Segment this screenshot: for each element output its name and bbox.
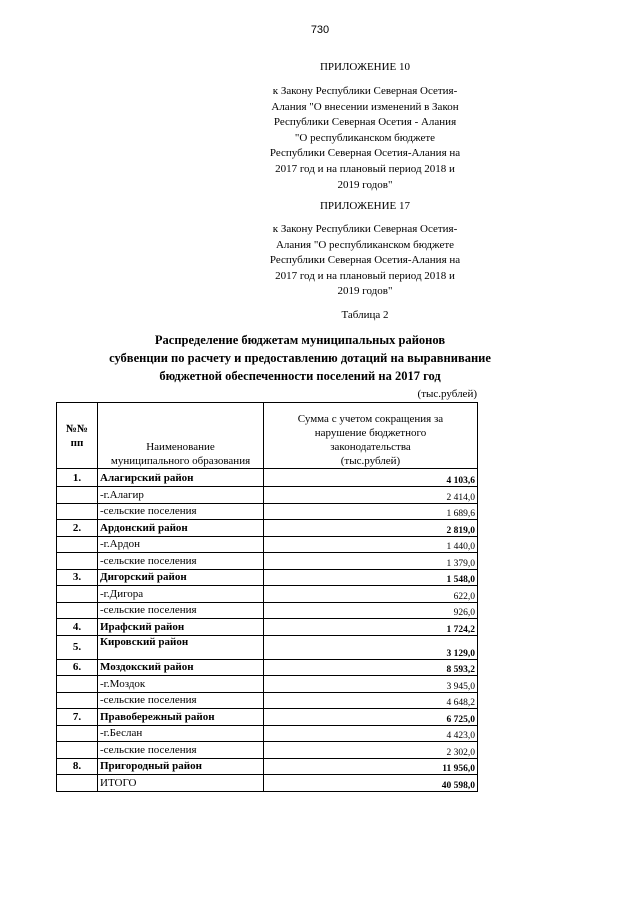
header-num-line: №№: [65, 422, 89, 435]
row-name: Дигорский район: [98, 569, 264, 586]
row-sum: 40 598,0: [264, 775, 478, 792]
row-name: Моздокский район: [98, 659, 264, 676]
row-number: 2.: [57, 520, 98, 537]
row-number: [57, 742, 98, 759]
table-row-district: [57, 635, 478, 659]
header-sum-line: нарушение бюджетного: [314, 427, 427, 439]
page-number: 730: [310, 24, 330, 36]
row-number: 8.: [57, 758, 98, 775]
table-row-district: [57, 619, 478, 636]
row-sum: 1 548,0: [264, 569, 478, 586]
row-sum: 622,0: [264, 586, 478, 603]
table-row-sub: [57, 487, 478, 504]
table-row-sub: [57, 676, 478, 693]
table-row-sub: [57, 692, 478, 709]
row-number: [57, 602, 98, 619]
row-sum: 2 414,0: [264, 487, 478, 504]
row-number: [57, 487, 98, 504]
row-sum: 1 689,6: [264, 503, 478, 520]
row-sum: 2 302,0: [264, 742, 478, 759]
row-number: [57, 725, 98, 742]
appendix-17-line: Алания "О республиканском бюджете: [275, 238, 455, 251]
table-row-sub: [57, 602, 478, 619]
table-row-sub: [57, 725, 478, 742]
table-header-row: [57, 403, 478, 469]
row-sum: 11 956,0: [264, 758, 478, 775]
table-row-district: [57, 469, 478, 487]
row-sum: 3 129,0: [264, 635, 478, 659]
row-name: Пригородный район: [98, 758, 264, 775]
row-number: 4.: [57, 619, 98, 636]
appendix-10-line: Республики Северная Осетия - Алания: [273, 116, 457, 129]
row-name: -г.Алагир: [98, 487, 264, 504]
row-name: -сельские поселения: [98, 692, 264, 709]
table-row-sub: [57, 503, 478, 520]
row-name: -г.Дигора: [98, 586, 264, 603]
row-sum: 1 379,0: [264, 553, 478, 570]
header-name: [98, 403, 264, 469]
header-sum-line: законодательства: [330, 441, 411, 453]
appendix-17-line: 2019 годов": [337, 285, 393, 298]
header-num: [57, 403, 98, 469]
header-name-line: Наименование: [146, 441, 215, 453]
table-row-district: [57, 520, 478, 537]
table-row-total: [57, 775, 478, 792]
row-name: Кировский район: [98, 635, 264, 659]
appendix-10-line: 2019 годов": [337, 178, 393, 191]
header-sum-line: (тыс.рублей): [340, 455, 401, 467]
document-heading: [0, 331, 600, 385]
row-name: Правобережный район: [98, 709, 264, 726]
row-name: ИТОГО: [98, 775, 264, 792]
units-label: (тыс.рублей): [417, 388, 477, 400]
row-sum: 1 440,0: [264, 536, 478, 553]
row-name: -г.Беслан: [98, 725, 264, 742]
table-row-district: [57, 758, 478, 775]
row-name: Ирафский район: [98, 619, 264, 636]
appendix-10-line: к Закону Республики Северная Осетия-: [272, 85, 458, 97]
row-number: [57, 553, 98, 570]
header-sum: [264, 403, 478, 469]
row-sum: 6 725,0: [264, 709, 478, 726]
row-number: [57, 503, 98, 520]
table-row-sub: [57, 536, 478, 553]
row-name: -сельские поселения: [98, 553, 264, 570]
heading-line: бюджетной обеспеченности поселений на 2017 год: [159, 369, 441, 383]
table-row-district: [57, 659, 478, 676]
row-sum: 8 593,2: [264, 659, 478, 676]
row-name: Алагирский район: [98, 469, 264, 487]
appendix-17-line: 2017 год и на плановый период 2018 и: [275, 269, 455, 282]
heading-line: Распределение бюджетам муниципальных районов: [154, 333, 446, 347]
appendix-10-text: [250, 84, 480, 193]
table-row-district: [57, 569, 478, 586]
row-sum: 1 724,2: [264, 619, 478, 636]
appendix-10-line: Алания "О внесении изменений в Закон: [271, 100, 459, 113]
header-num-line: пп: [70, 436, 84, 449]
table-row-sub: [57, 742, 478, 759]
heading-line: субвенции по расчету и предоставлению дотаций на выравнивание: [109, 351, 491, 365]
row-number: 1.: [57, 469, 98, 487]
row-sum: 4 103,6: [264, 469, 478, 487]
row-sum: 2 819,0: [264, 520, 478, 537]
appendix-17-line: Республики Северная Осетия-Алания на: [269, 254, 461, 267]
row-number: 7.: [57, 709, 98, 726]
row-number: 6.: [57, 659, 98, 676]
row-number: 5.: [57, 635, 98, 659]
table-row-sub: [57, 553, 478, 570]
appendix-10-line: Республики Северная Осетия-Алания на: [269, 147, 461, 160]
row-name: -г.Ардон: [98, 536, 264, 553]
table-label: Таблица 2: [341, 309, 389, 321]
row-number: [57, 586, 98, 603]
row-number: [57, 692, 98, 709]
row-name: Ардонский район: [98, 520, 264, 537]
row-sum: 3 945,0: [264, 676, 478, 693]
header-sum-line: Сумма с учетом сокращения за: [297, 413, 444, 425]
row-number: 3.: [57, 569, 98, 586]
table-body: [57, 469, 478, 792]
appendix-17-line: к Закону Республики Северная Осетия-: [272, 223, 458, 235]
budget-table: [56, 402, 478, 792]
table-row-district: [57, 709, 478, 726]
appendix-17-text: [250, 222, 480, 300]
row-name: -сельские поселения: [98, 602, 264, 619]
row-name: -сельские поселения: [98, 503, 264, 520]
row-number: [57, 775, 98, 792]
table-row-sub: [57, 586, 478, 603]
row-sum: 4 423,0: [264, 725, 478, 742]
header-name-line: муниципального образования: [110, 455, 251, 467]
row-number: [57, 676, 98, 693]
row-number: [57, 536, 98, 553]
row-name: -сельские поселения: [98, 742, 264, 759]
appendix-10-line: "О республиканском бюджете: [294, 131, 436, 144]
appendix-17-title: ПРИЛОЖЕНИЕ 17: [319, 200, 411, 212]
row-sum: 926,0: [264, 602, 478, 619]
row-sum: 4 648,2: [264, 692, 478, 709]
row-name: -г.Моздок: [98, 676, 264, 693]
appendix-10-title: ПРИЛОЖЕНИЕ 10: [319, 61, 411, 73]
appendix-10-line: 2017 год и на плановый период 2018 и: [275, 162, 455, 175]
